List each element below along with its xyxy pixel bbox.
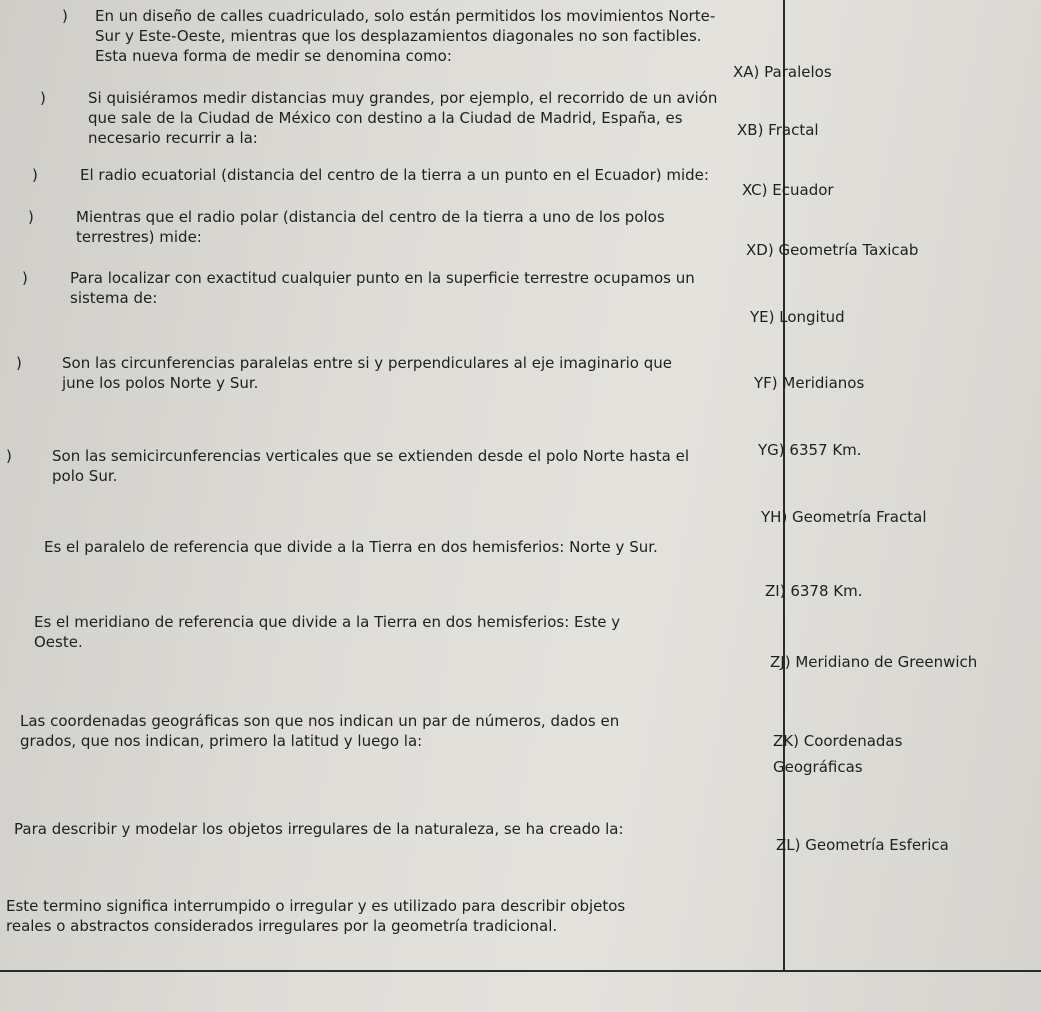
answer-line: YF) Meridianos [754,374,865,392]
question-line: grados, que nos indican, primero la latitud y luego la: [20,732,423,750]
answer-line: ZL) Geometría Esferica [776,836,949,854]
question-line: Sur y Este-Oeste, mientras que los desplazamientos diagonales no son factibles. [95,27,702,45]
answer-line: YH) Geometría Fractal [761,508,927,526]
question-line: En un diseño de calles cuadriculado, solo están permitidos los movimientos Norte- [95,7,716,25]
question-line: Son las circunferencias paralelas entre si y perpendiculares al eje imaginario que [62,354,672,372]
answer-blank: ) [16,354,22,372]
answer-option [754,373,864,393]
answer-line: Geográficas [773,758,863,776]
question-4 [76,207,665,247]
answer-blank: ) [62,7,68,25]
answer-blank: ) [40,89,46,107]
answer-option [737,120,819,140]
question-line: El radio ecuatorial (distancia del centro de la tierra a un punto en el Ecuador) mide: [80,166,709,184]
question-line: terrestres) mide: [76,228,202,246]
column-divider-line [783,0,785,972]
question-line: Esta nueva forma de medir se denomina como: [95,47,452,65]
question-line: sistema de: [70,289,158,307]
question-line: Mientras que el radio polar (distancia del centro de la tierra a uno de los polos [76,208,665,226]
answer-option [750,307,845,327]
question-line: Si quisiéramos medir distancias muy grandes, por ejemplo, el recorrido de un avión [88,89,718,107]
question-10 [20,711,619,751]
question-line: Para describir y modelar los objetos irregulares de la naturaleza, se ha creado la: [14,820,624,838]
question-8 [44,537,658,557]
question-line: necesario recurrir a la: [88,129,258,147]
question-line: Es el meridiano de referencia que divide a la Tierra en dos hemisferios: Este y [34,613,621,631]
answer-line: ZI) 6378 Km. [765,582,863,600]
answer-blank: ) [28,208,34,226]
question-line: Las coordenadas geográficas son que nos indican un par de números, dados en [20,712,620,730]
answer-line: YG) 6357 Km. [758,441,862,459]
answer-option [776,835,949,855]
answer-line: XA) Paralelos [733,63,832,81]
answer-line: XD) Geometría Taxicab [746,241,919,259]
question-line: Oeste. [34,633,83,651]
answer-option [733,62,832,82]
answer-option [746,240,918,260]
question-9 [34,612,620,652]
question-12 [6,896,625,936]
question-6 [62,353,672,393]
answer-option [773,731,902,777]
question-3 [80,165,709,185]
question-5 [70,268,695,308]
answer-option [758,440,862,460]
answer-line: ZK) Coordenadas [773,732,903,750]
question-line: Es el paralelo de referencia que divide a la Tierra en dos hemisferios: Norte y Sur. [44,538,658,556]
question-line: Son las semicircunferencias verticales que se extienden desde el polo Norte hasta el [52,447,690,465]
answer-blank: ) [32,166,38,184]
answer-option [765,581,862,601]
answer-line: XC) Ecuador [742,181,834,199]
answer-blank: ) [22,269,28,287]
question-line: june los polos Norte y Sur. [62,374,259,392]
question-1 [95,6,715,66]
answer-option [742,180,834,200]
question-7 [52,446,689,486]
question-line: polo Sur. [52,467,118,485]
question-line: que sale de la Ciudad de México con destino a la Ciudad de Madrid, España, es [88,109,683,127]
bottom-border-line [0,970,1041,972]
answer-option [761,507,927,527]
answer-line: XB) Fractal [737,121,819,139]
answer-line: ZJ) Meridiano de Greenwich [770,653,978,671]
answer-option [770,652,977,672]
answer-line: YE) Longitud [750,308,845,326]
question-line: reales o abstractos considerados irregulares por la geometría tradicional. [6,917,558,935]
question-2 [88,88,717,148]
question-11 [14,819,624,839]
question-line: Para localizar con exactitud cualquier punto en la superficie terrestre ocupamos un [70,269,695,287]
answer-blank: ) [6,447,12,465]
question-line: Este termino significa interrumpido o irregular y es utilizado para describir objetos [6,897,626,915]
